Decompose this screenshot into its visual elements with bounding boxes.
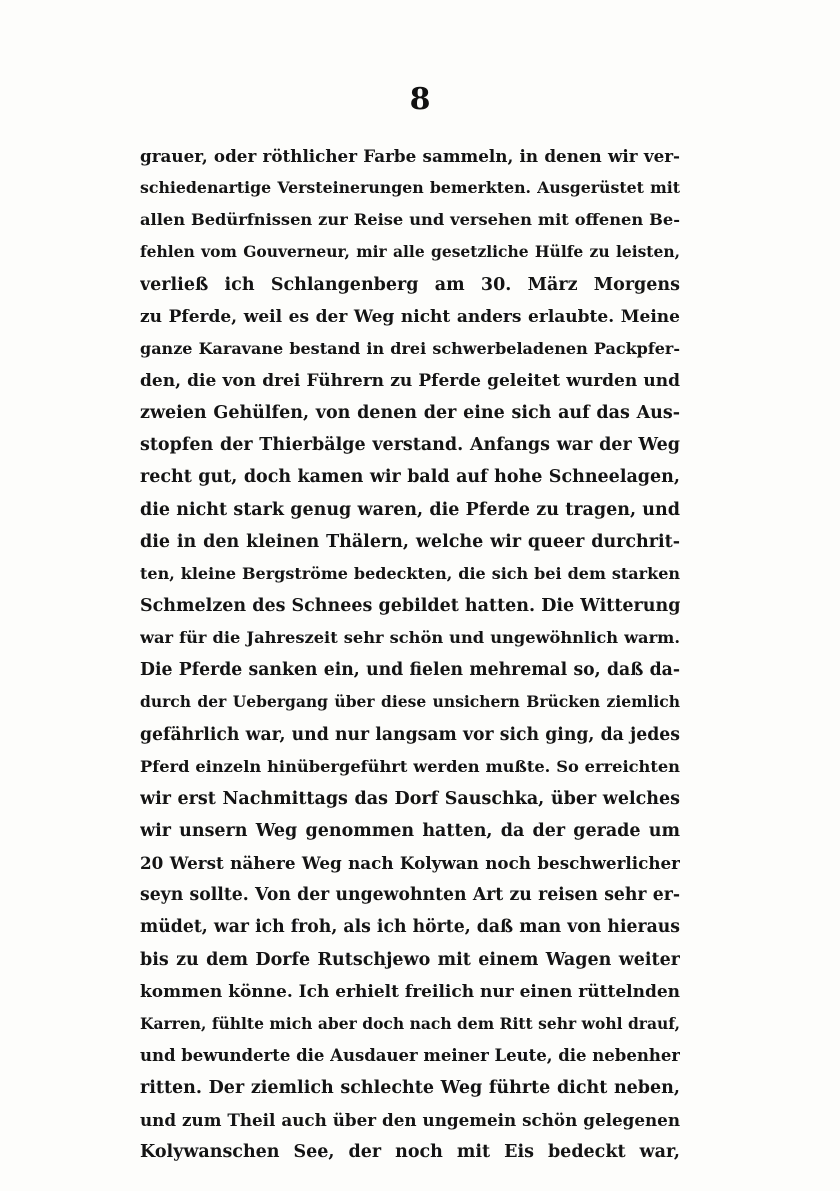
text-line: allen Bedürfnissen zur Reise und versehen mit offenen Be-	[140, 210, 680, 230]
text-line: ten, kleine Bergströme bedeckten, die sich bei dem starken	[140, 563, 680, 583]
text-line: wir unsern Weg genommen hatten, da der gerade um	[140, 820, 680, 841]
text-line: war für die Jahreszeit sehr schön und ungewöhnlich warm.	[140, 628, 680, 648]
text-line: recht gut, doch kamen wir bald auf hohe Schneelagen,	[140, 467, 680, 488]
text-line: ganze Karavane bestand in drei schwerbeladenen Packpfer-	[140, 338, 680, 358]
text-line: seyn sollte. Von der ungewohnten Art zu reisen sehr er-	[140, 885, 680, 906]
text-line: 20 Werst nähere Weg nach Kolywan noch beschwerlicher	[140, 853, 680, 874]
text-line: und bewunderte die Ausdauer meiner Leute, die nebenher	[140, 1045, 680, 1065]
page-number: 8	[409, 82, 431, 117]
text-line: gefährlich war, und nur langsam vor sich ging, da jedes	[140, 724, 680, 745]
text-line: bis zu dem Dorfe Rutschjewo mit einem Wagen weiter	[140, 949, 680, 970]
text-line: die nicht stark genug waren, die Pferde zu tragen, und	[140, 499, 680, 520]
text-line: fehlen vom Gouverneur, mir alle gesetzliche Hülfe zu leisten,	[140, 242, 680, 262]
text-line: Die Pferde sanken ein, und fielen mehremal so, daß da-	[140, 660, 680, 681]
text-line: den, die von drei Führern zu Pferde geleitet wurden und	[140, 370, 680, 391]
text-line: die in den kleinen Thälern, welche wir queer durchrit-	[140, 531, 680, 552]
text-line: und zum Theil auch über den ungemein schön gelegenen	[140, 1110, 680, 1131]
text-line: Kolywanschen See, der noch mit Eis bedeckt war,	[140, 1142, 680, 1163]
text-line: grauer, oder röthlicher Farbe sammeln, in denen wir ver-	[140, 146, 680, 166]
text-line: durch der Uebergang über diese unsichern Brücken ziemlich	[140, 692, 680, 712]
text-line: kommen könne. Ich erhielt freilich nur einen rüttelnden	[140, 981, 680, 1002]
text-line: Karren, fühlte mich aber doch nach dem Ritt sehr wohl drauf,	[140, 1013, 680, 1033]
text-line: schiedenartige Versteinerungen bemerkten. Ausgerüstet mit	[140, 178, 680, 198]
text-line: wir erst Nachmittags das Dorf Sauschka, über welches	[140, 788, 680, 809]
text-line: zu Pferde, weil es der Weg nicht anders erlaubte. Meine	[140, 306, 680, 327]
text-line: stopfen der Thierbälge verstand. Anfangs war der Weg	[140, 435, 680, 456]
text-line: Schmelzen des Schnees gebildet hatten. Die Witterung	[140, 595, 680, 616]
text-line: verließ ich Schlangenberg am 30. März Morgens	[140, 274, 680, 295]
text-line: ritten. Der ziemlich schlechte Weg führte dicht neben,	[140, 1078, 680, 1099]
text-line: Pferd einzeln hinübergeführt werden mußte. So erreichten	[140, 756, 680, 776]
text-line: zweien Gehülfen, von denen der eine sich auf das Aus-	[140, 403, 680, 424]
text-line: müdet, war ich froh, als ich hörte, daß man von hieraus	[140, 917, 680, 938]
body-text	[140, 140, 680, 1169]
